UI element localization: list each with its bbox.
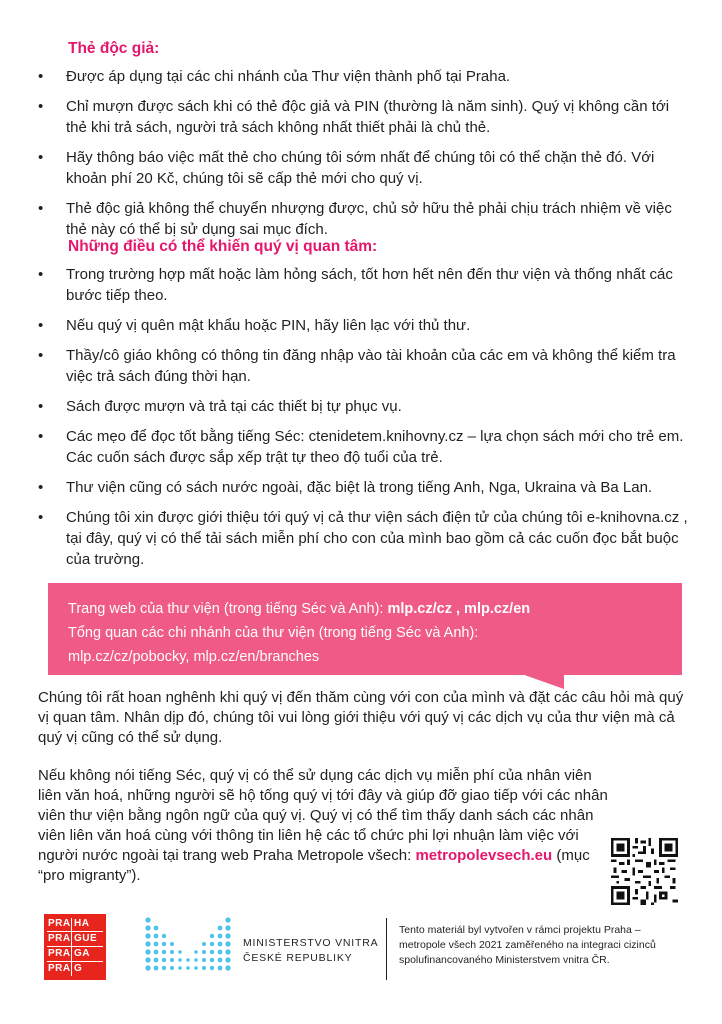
list-item: • Chỉ mượn được sách khi có thẻ độc giả và PIN (thường là năm sinh). Quý vị không cần tới thẻ khi trả sách, người trả sách không nhất thiết phải là chủ thẻ. <box>38 96 688 138</box>
praha-logo-text: PRA <box>48 918 71 929</box>
list-item: • Nếu quý vị quên mật khẩu hoặc PIN, hãy liên lạc với thủ thư. <box>38 315 688 336</box>
praha-logo-text: PRA <box>48 933 71 944</box>
interest-list <box>38 264 688 579</box>
praha-logo <box>44 914 106 980</box>
funding-note: Tento materiál byl vytvořen v rámci projektu Praha – metropole všech 2021 zaměřeného na integraci cizinců spolufinancovaného Ministerstvem vnitra ČR. <box>399 924 656 966</box>
reader-card-list <box>38 66 688 249</box>
ministry-name-line: MINISTERSTVO VNITRA <box>243 937 379 949</box>
list-item: • Trong trường hợp mất hoặc làm hỏng sách, tốt hơn hết nên đến thư viện và thống nhất các bước tiếp theo. <box>38 264 688 306</box>
list-item: • Các mẹo để đọc tốt bằng tiếng Séc: ctenidetem.knihovny.cz – lựa chọn sách mới cho trẻ em. Các cuốn sách được sắp xếp trật tự theo độ tuổi của trẻ. <box>38 426 688 468</box>
link-mlp-cz[interactable]: mlp.cz/cz <box>387 601 452 617</box>
praha-logo-rule <box>47 946 103 947</box>
callout-web-label: Trang web của thư viện (trong tiếng Séc và Anh): <box>68 601 388 617</box>
list-item: • Chúng tôi xin được giới thiệu tới quý vị cả thư viện sách điện tử của chúng tôi e-knihovna.cz , tại đây, quý vị có thể tải sách miễn phí cho con của mình bao gồm cả các cuốn đọc bắt buộc của trường. <box>38 507 688 570</box>
welcome-paragraph: Chúng tôi rất hoan nghênh khi quý vị đến thăm cùng với con của mình và đặt các câu hỏi mà quý vị quan tâm. Nhân dịp đó, chúng tôi vui lòng giới thiệu với quý vị các dịch vụ của thư viện mà cả quý vị cũng có thể sử dụng. <box>38 689 684 746</box>
qr-code-icon[interactable] <box>611 838 678 905</box>
praha-logo-text: HA <box>74 918 90 929</box>
list-item: • Thầy/cô giáo không có thông tin đăng nhập vào tài khoản của các em và không thể kiểm tra việc trả sách đúng thời hạn. <box>38 345 688 387</box>
praha-logo-rule <box>47 961 103 962</box>
callout-branches-label: Tổng quan các chi nhánh của thư viện (trong tiếng Séc và Anh): <box>68 625 479 641</box>
praha-logo-rule <box>47 931 103 932</box>
intercultural-text: Nếu không nói tiếng Séc, quý vị có thể sử dụng các dịch vụ miễn phí của nhân viên liên văn hoá, những người sẽ hộ tống quý vị tới đây và giúp đỡ giao tiếp với các nhân viên thư viện bằng ngôn ngữ của quý vị. Quý vị có thể tìm thấy danh sách các nhân viên liên văn hoá cùng với thông tin liên hệ các tổ chức phi lợi nhuận làm việc với người nước ngoài tại trang web Praha Metropole všech: <box>38 767 608 864</box>
praha-logo-text: PRA <box>48 948 71 959</box>
list-item: • Thẻ độc giả không thể chuyển nhượng được, chủ sở hữu thẻ phải chịu trách nhiệm về việc thẻ này có thể bị sử dụng sai mục đích. <box>38 198 688 240</box>
list-item: • Hãy thông báo việc mất thẻ cho chúng tôi sớm nhất để chúng tôi có thể chặn thẻ đó. Với khoản phí 20 Kč, chúng tôi sẽ cấp thẻ mới cho quý vị. <box>38 147 688 189</box>
library-links-callout <box>48 583 682 675</box>
callout-web-line <box>68 597 662 621</box>
list-item: • Thư viện cũng có sách nước ngoài, đặc biệt là trong tiếng Anh, Nga, Ukraina và Ba Lan. <box>38 477 688 498</box>
section-heading-interest: Những điều có thể khiến quý vị quan tâm: <box>68 238 378 255</box>
list-item: • Sách được mượn và trả tại các thiết bị tự phục vụ. <box>38 396 688 417</box>
section-heading-reader-card: Thẻ độc giả: <box>68 40 160 57</box>
intercultural-suffix: (mục “pro migranty”). <box>38 847 590 884</box>
link-branches[interactable]: mlp.cz/cz/pobocky, mlp.cz/en/branches <box>68 649 320 665</box>
link-mlp-en[interactable]: mlp.cz/en <box>464 601 531 617</box>
list-item: • Được áp dụng tại các chi nhánh của Thư viện thành phố tại Praha. <box>38 66 688 87</box>
praha-logo-text: GA <box>74 948 90 959</box>
praha-logo-text: PRA <box>48 963 71 974</box>
footer-divider <box>386 918 387 980</box>
praha-logo-text: GUE <box>74 933 98 944</box>
callout-tail <box>516 672 564 689</box>
praha-logo-text: G <box>74 963 83 974</box>
ministry-name <box>243 936 378 966</box>
praha-logo-divider <box>71 918 72 976</box>
footer <box>0 908 722 988</box>
ministry-name-line: ČESKÉ REPUBLIKY <box>243 952 353 964</box>
ministry-logo <box>144 916 236 976</box>
callout-separator: , <box>451 601 465 617</box>
intercultural-paragraph <box>38 766 608 886</box>
link-metropolevsech[interactable]: metropolevsech.eu <box>415 847 553 864</box>
